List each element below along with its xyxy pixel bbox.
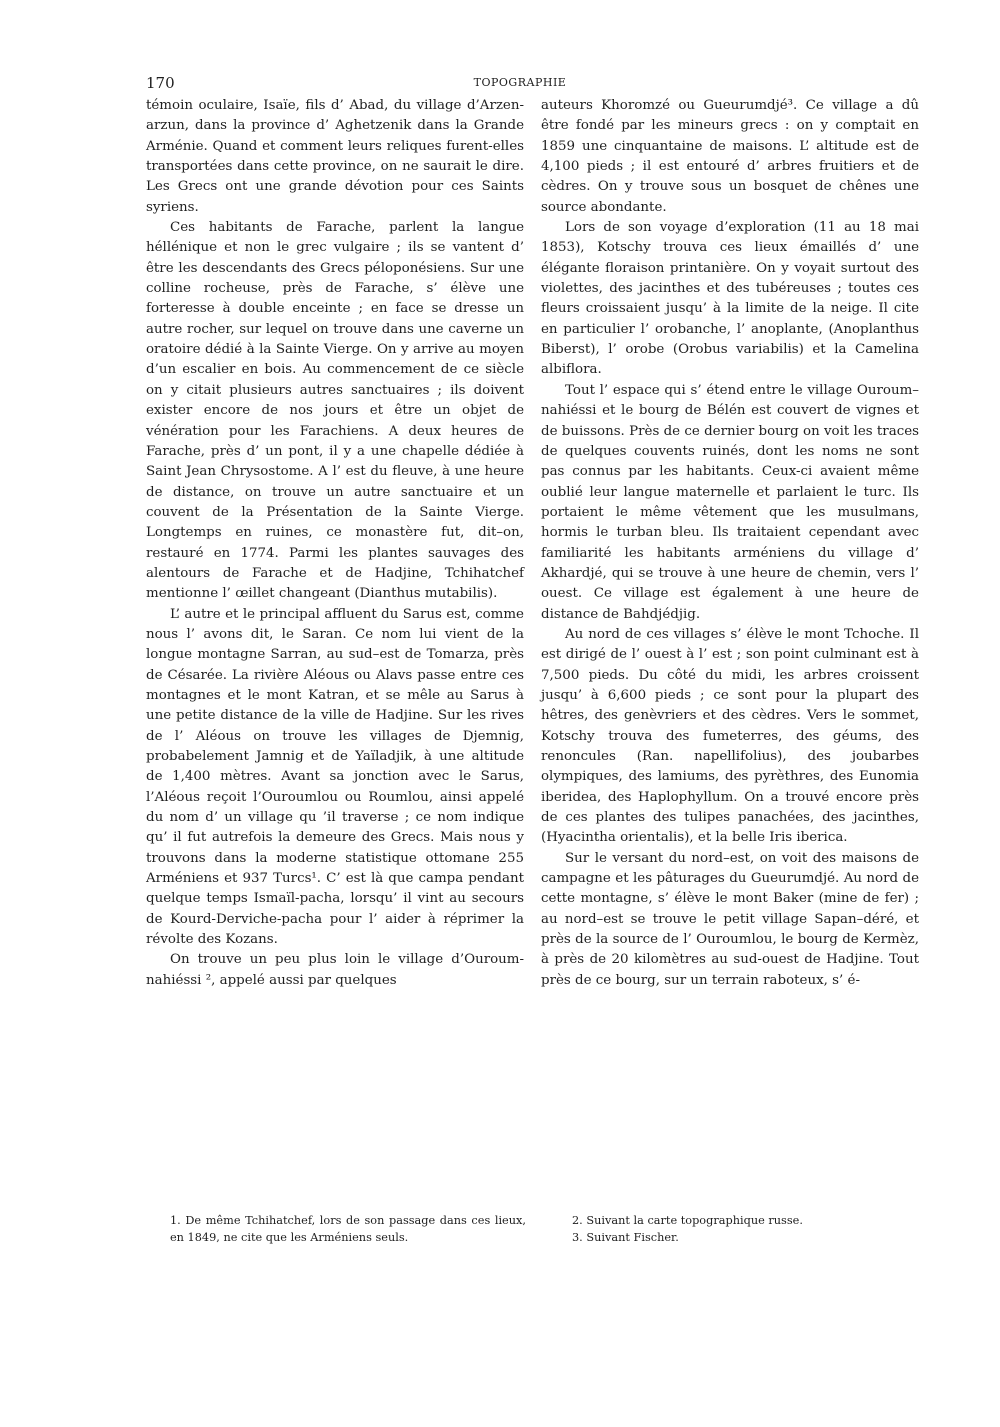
paragraph: Ces habitants de Farache, parlent la langue héllénique et non le grec vulgaire ; ils se vantent d’ être les descendants des Grecs péloponésiens. Sur une colline rocheuse, près de Farache, s’ élève une forteresse à double enceinte ; en face se dresse un autre rocher, sur lequel on trouve dans une caverne un oratoire dédié à la Sainte Vierge. On y arrive au moyen d’un escalier en bois. Au commencement de ce siècle on y citait plusieurs autres sanctuaires ; ils doivent exister encore de nos jours et être un objet de vénération pour les Farachiens. A deux heures de Farache, près d’ un pont, il y a une chapelle dédiée à Saint Jean Chrysostome. A l’ est du fleuve, à une heure de distance, on trouve un autre sanctuaire et un couvent de la Présentation de la Sainte Vierge. Longtemps en ruines, ce monastère fut, dit–on, restauré en 1774. Parmi les plantes sauvages des alentours de Farache et de Hadjine, Tchihatchef mentionne l’ œillet changeant (Dianthus mutabilis). <box>146 220 524 602</box>
right-column <box>541 96 919 991</box>
left-column <box>146 96 524 991</box>
paragraph: témoin oculaire, Isaïe, fils d’ Abad, du village d’Arzen-arzun, dans la province d’ Aghetzenik dans la Grande Arménie. Quand et comment leurs reliques furent-elles transportées dans cette province, on ne saurait le dire. Les Grecs ont une grande dévotion pour ces Saints syriens. <box>146 98 524 215</box>
paragraph: Sur le versant du nord–est, on voit des maisons de campagne et les pâturages du Gueurumdjé. Au nord de cette montagne, s’ élève le mont Baker (mine de fer) ; au nord–est se trouve le petit village Sapan–déré, et près de la source de l’ Ouroumlou, le bourg de Kermèz, à près de 20 kilomètres au sud-ouest de Hadjine. Tout près de ce bourg, sur un terrain raboteux, s’ é- <box>541 850 919 988</box>
running-head: TOPOGRAPHIE <box>473 76 567 89</box>
paragraph: Au nord de ces villages s’ élève le mont Tchoche. Il est dirigé de l’ ouest à l’ est ; son point culminant est à 7,500 pieds. Du côté du midi, les arbres croissent jusqu’ à 6,600 pieds ; ce sont pour la plupart des hêtres, des genèvriers et des cèdres. Vers le sommet, Kotschy trouva des fumeterres, des géums, des renoncules (Ran. napellifolius), des joubarbes olympiques, des lamiums, des pyrèthres, des Eunomia iberidea, des Haplophyllum. On a trouvé encore près de ces plantes des tulipes panachées, des jacinthes, (Hyacintha orientalis), et la belle Iris iberica. <box>541 626 919 846</box>
page-number: 170 <box>146 74 175 92</box>
paragraph: Lors de son voyage d’exploration (11 au 18 mai 1853), Kotschy trouva ces lieux émaillés d’ une élégante floraison printanière. On y voyait surtout des violettes, des jacinthes et des tubéreuses ; toutes ces fleurs croissaient jusqu’ à la limite de la neige. Il cite en particulier l’ orobanche, l’ anoplante, (Anoplanthus Biberst), l’ orobe (Orobus variabilis) et la Camelina albiflora. <box>541 220 919 378</box>
footnotes-left <box>170 1212 526 1246</box>
paragraph: auteurs Khoromzé ou Gueurumdjé³. Ce village a dû être fondé par les mineurs grecs : on y comptait en 1859 une cinquantaine de maisons. L’ altitude est de 4,100 pieds ; il est entouré d’ arbres fruitiers et de cèdres. On y trouve sous un bosquet de chênes une source abondante. <box>541 98 919 215</box>
paragraph: L’ autre et le principal affluent du Sarus est, comme nous l’ avons dit, le Saran. Ce nom lui vient de la longue montagne Sarran, au sud–est de Tomarza, près de Césarée. La rivière Aléous ou Alavs passe entre ces montagnes et le mont Katran, et se mêle au Sarus à une petite distance de la ville de Hadjine. Sur les rives de l’ Aléous on trouve les villages de Djemnig, probabelement Jamnig et de Yaïladjik, à une altitude de 1,400 mètres. Avant sa jonction avec le Sarus, l’Aléous reçoit l’Ouroumlou ou Roumlou, ainsi appelé du nom d’ un village qu ’il traverse ; ce nom indique qu’ il fut autrefois la demeure des Grecs. Mais nous y trouvons dans la moderne statistique ottomane 255 Arméniens et 937 Turcs¹. C’ est là que campa pendant quelque temps Ismaïl-pacha, lorsqu’ il vint au secours de Kourd-Derviche-pacha pour l’ aider à réprimer la révolte des Kozans. <box>146 606 524 948</box>
footnote: 3. Suivant Fischer. <box>572 1231 679 1244</box>
footnote: 2. Suivant la carte topographique russe. <box>572 1214 803 1227</box>
footnotes-right <box>572 1212 902 1246</box>
footnote: 1. De même Tchihatchef, lors de son passage dans ces lieux, en 1849, ne cite que les Arméniens seuls. <box>170 1214 526 1244</box>
paragraph: Tout l’ espace qui s’ étend entre le village Ouroum–nahiéssi et le bourg de Bélén est couvert de vignes et de buissons. Près de ce dernier bourg on voit les traces de quelques couvents ruinés, dont les noms ne sont pas connus par les habitants. Ceux-ci avaient même oublié leur langue maternelle et parlaient le turc. Ils portaient le même vêtement que les musulmans, hormis le turban bleu. Ils traitaient cependant avec familiarité les habitants arméniens du village d’ Akhardjé, qui se trouve à une heure de chemin, vers l’ ouest. Ce village est également à une heure de distance de Bahdjédjig. <box>541 382 919 622</box>
paragraph: On trouve un peu plus loin le village d’Ouroum-nahiéssi ², appelé aussi par quelques <box>146 952 524 988</box>
